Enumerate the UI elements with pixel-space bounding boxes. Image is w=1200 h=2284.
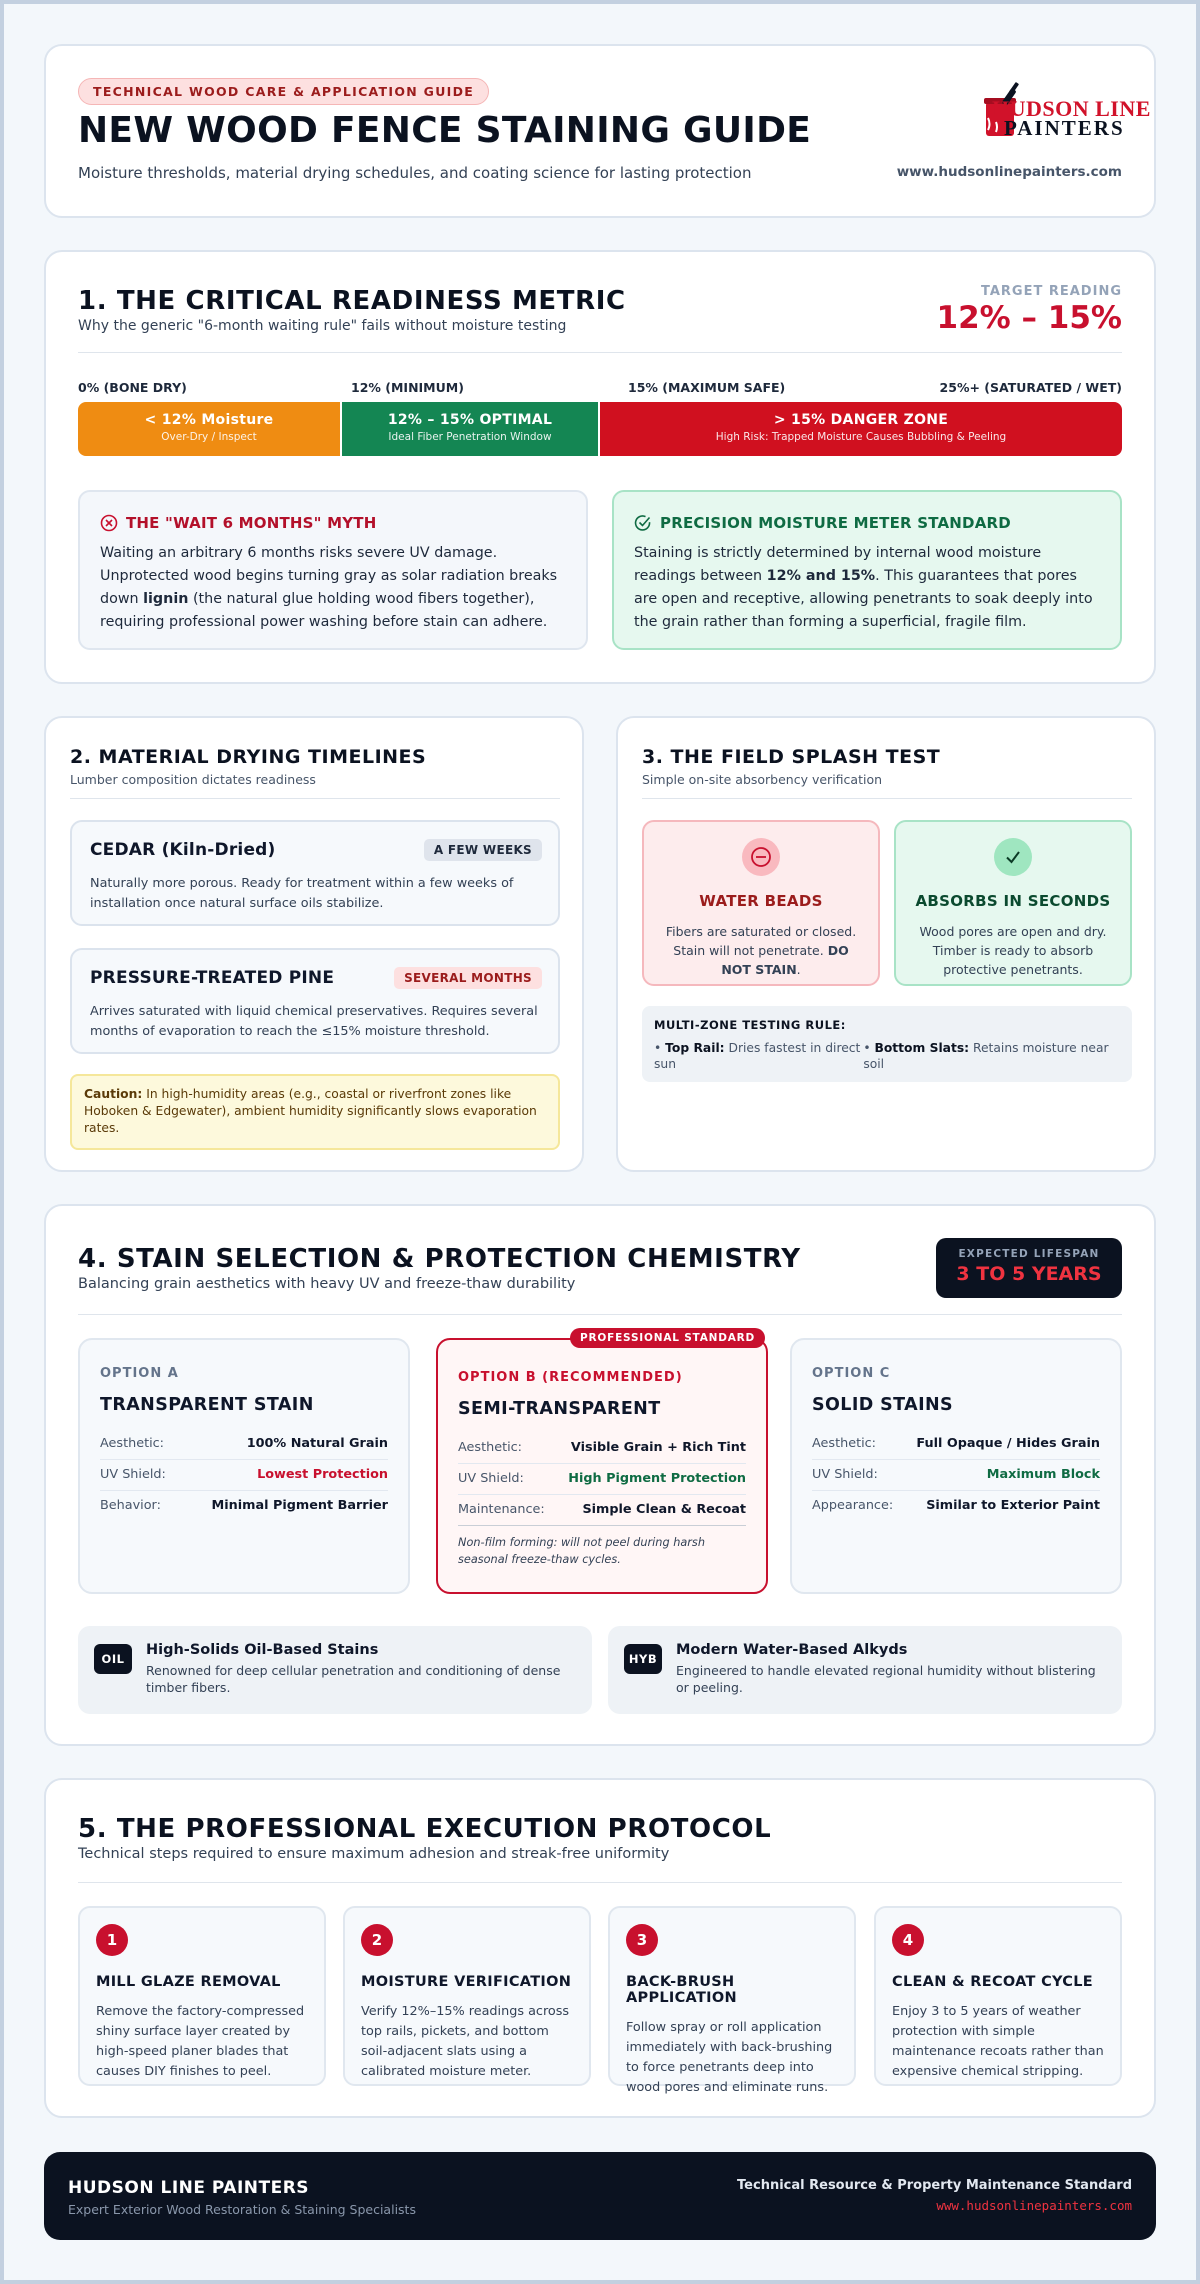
check-icon	[1003, 847, 1023, 867]
section-1-subtitle: Why the generic "6-month waiting rule" fails without moisture testing	[78, 318, 567, 334]
option-a-row: Behavior: Minimal Pigment Barrier	[100, 1498, 388, 1513]
footer-website-link[interactable]: www.hudsonlinepainters.com	[936, 2198, 1132, 2213]
page-subtitle: Moisture thresholds, material drying schedules, and coating science for lasting protection	[78, 164, 752, 182]
company-logo[interactable]	[982, 82, 1151, 142]
step-title: MOISTURE VERIFICATION	[361, 1974, 572, 1990]
option-b-row: UV Shield: High Pigment Protection	[458, 1464, 746, 1495]
footer	[44, 2152, 1156, 2240]
myth-title: THE "WAIT 6 MONTHS" MYTH	[126, 514, 377, 532]
oil-body: Renowned for deep cellular penetration and conditioning of dense timber fibers.	[146, 1663, 561, 1695]
header-card	[44, 44, 1156, 218]
footer-standard: Technical Resource & Property Maintenance Standard	[737, 2178, 1132, 2193]
option-b-note: Non-film forming: will not peel during harsh seasonal freeze-thaw cycles.	[458, 1536, 705, 1566]
step-number: 3	[626, 1924, 658, 1956]
option-b-row: Maintenance: Simple Clean & Recoat	[458, 1495, 746, 1526]
eyebrow-badge: TECHNICAL WOOD CARE & APPLICATION GUIDE	[78, 78, 489, 105]
section-splash-test	[616, 716, 1156, 1172]
pine-card	[70, 948, 560, 1054]
step-number: 1	[96, 1924, 128, 1956]
footer-company: HUDSON LINE PAINTERS	[68, 2178, 310, 2198]
cedar-duration-badge: A FEW WEEKS	[424, 839, 542, 861]
option-b-title: SEMI-TRANSPARENT	[458, 1399, 661, 1419]
myth-box	[78, 490, 588, 650]
step-card	[608, 1906, 856, 2095]
option-a-row: Aesthetic: 100% Natural Grain	[100, 1429, 388, 1460]
option-b-row: Aesthetic: Visible Grain + Rich Tint	[458, 1433, 746, 1464]
standard-body: Staining is strictly determined by internal wood moisture readings between 12% and 15%. This guarantees that pores are open and receptive, allowing penetrants to soak deeply into the grain rather than forming a superficial, fragile film.	[634, 545, 1093, 630]
humidity-caution-box	[70, 1074, 560, 1150]
multi-zone-rule-box	[642, 1006, 1132, 1082]
pine-body: Arrives saturated with liquid chemical preservatives. Requires several months of evaporation to reach the ≤15% moisture threshold.	[90, 1004, 538, 1039]
water-beads-card	[642, 820, 880, 986]
option-a-label: OPTION A	[100, 1366, 179, 1381]
section-2-subtitle: Lumber composition dictates readiness	[70, 772, 316, 787]
target-reading-value: 12% – 15%	[936, 300, 1122, 336]
section-2-title: 2. MATERIAL DRYING TIMELINES	[70, 746, 427, 768]
absorbs-body: Wood pores are open and dry. Timber is ready to absorb protective penetrants.	[919, 924, 1107, 977]
moisture-gauge-bar	[78, 402, 1122, 456]
option-c-title: SOLID STAINS	[812, 1395, 954, 1415]
hyb-badge: HYB	[624, 1644, 662, 1674]
pine-duration-badge: SEVERAL MONTHS	[394, 967, 542, 989]
section-4-subtitle: Balancing grain aesthetics with heavy UV and freeze-thaw durability	[78, 1276, 576, 1292]
step-title: BACK-BRUSH APPLICATION	[626, 1974, 737, 2006]
step-title: CLEAN & RECOAT CYCLE	[892, 1974, 1093, 1990]
caution-body: In high-humidity areas (e.g., coastal or riverfront zones like Hoboken & Edgewater), ambient humidity significantly slows evaporation rates.	[84, 1087, 537, 1135]
option-c-card	[790, 1338, 1122, 1594]
step-card	[78, 1906, 326, 2086]
hyb-body: Engineered to handle elevated regional humidity without blistering or peeling.	[676, 1663, 1096, 1695]
cedar-title: CEDAR (Kiln-Dried)	[90, 840, 276, 860]
pine-title: PRESSURE-TREATED PINE	[90, 968, 335, 988]
step-body: Remove the factory-compressed shiny surface layer created by high-speed planer blades that causes DIY finishes to peel.	[96, 2004, 305, 2079]
oil-based-card	[78, 1626, 592, 1714]
page-title: NEW WOOD FENCE STAINING GUIDE	[78, 110, 812, 151]
step-card	[874, 1906, 1122, 2086]
myth-body: Waiting an arbitrary 6 months risks severe UV damage. Unprotected wood begins turning gray as solar radiation breaks down lignin (the natural glue holding wood fibers together), requiring professional power washing before stain can adhere.	[100, 545, 558, 630]
option-c-label: OPTION C	[812, 1366, 891, 1381]
logo-text-bottom: PAINTERS	[1004, 116, 1125, 140]
section-3-title: 3. THE FIELD SPLASH TEST	[642, 746, 941, 768]
water-beads-title: WATER BEADS	[699, 892, 823, 910]
x-circle-icon	[100, 514, 118, 532]
option-a-title: TRANSPARENT STAIN	[100, 1395, 314, 1415]
cedar-body: Naturally more porous. Ready for treatment within a few weeks of installation once natural surface oils stabilize.	[90, 876, 514, 911]
bottom-slats-rule: • Bottom Slats: Retains moisture near soil	[863, 1041, 1109, 1071]
professional-standard-ribbon: PROFESSIONAL STANDARD	[570, 1328, 765, 1348]
step-title: MILL GLAZE REMOVAL	[96, 1974, 281, 1990]
lifespan-value: 3 TO 5 YEARS	[956, 1263, 1102, 1285]
section-4-title: 4. STAIN SELECTION & PROTECTION CHEMISTRY	[78, 1244, 801, 1274]
scale-label-12: 12% (MINIMUM)	[351, 380, 464, 395]
section-1-title: 1. THE CRITICAL READINESS METRIC	[78, 286, 626, 316]
cedar-card	[70, 820, 560, 926]
option-a-card	[78, 1338, 410, 1594]
gauge-segment-danger: > 15% DANGER ZONE High Risk: Trapped Moisture Causes Bubbling & Peeling	[600, 402, 1122, 456]
check-circle-icon	[634, 514, 652, 532]
water-beads-body: Fibers are saturated or closed. Stain will not penetrate. DO NOT STAIN.	[665, 924, 857, 977]
section-5-title: 5. THE PROFESSIONAL EXECUTION PROTOCOL	[78, 1814, 772, 1844]
moisture-standard-box	[612, 490, 1122, 650]
oil-title: High-Solids Oil-Based Stains	[146, 1642, 379, 1658]
option-c-row: Aesthetic: Full Opaque / Hides Grain	[812, 1429, 1100, 1460]
gauge-segment-dry: < 12% Moisture Over-Dry / Inspect	[78, 402, 340, 456]
header-website-link[interactable]: www.hudsonlinepainters.com	[896, 164, 1122, 180]
top-rail-rule: • Top Rail: Dries fastest in direct sun	[654, 1041, 861, 1071]
oil-badge: OIL	[94, 1644, 132, 1674]
minus-circle-icon	[750, 846, 772, 868]
logo-text-top: HUDSON LINE	[992, 96, 1151, 121]
absorbs-title: ABSORBS IN SECONDS	[915, 892, 1111, 910]
scale-label-0: 0% (BONE DRY)	[78, 380, 187, 395]
hyb-title: Modern Water-Based Alkyds	[676, 1642, 908, 1658]
section-readiness-metric	[44, 250, 1156, 684]
step-number: 4	[892, 1924, 924, 1956]
section-stain-selection	[44, 1204, 1156, 1746]
step-number: 2	[361, 1924, 393, 1956]
step-body: Follow spray or roll application immediately with back-brushing to force penetrants deep into wood pores and eliminate runs.	[626, 2020, 833, 2095]
step-card	[343, 1906, 591, 2086]
footer-tagline: Expert Exterior Wood Restoration & Staining Specialists	[68, 2202, 416, 2217]
scale-label-25: 25%+ (SATURATED / WET)	[939, 380, 1122, 395]
gauge-segment-optimal: 12% – 15% OPTIMAL Ideal Fiber Penetration Window	[342, 402, 598, 456]
option-a-row: UV Shield: Lowest Protection	[100, 1460, 388, 1491]
lifespan-badge	[936, 1238, 1122, 1298]
absorbs-card	[894, 820, 1132, 986]
option-c-row: Appearance: Similar to Exterior Paint	[812, 1498, 1100, 1513]
caution-label: Caution:	[84, 1087, 143, 1101]
section-execution-protocol	[44, 1778, 1156, 2118]
multi-zone-title: MULTI-ZONE TESTING RULE:	[654, 1018, 846, 1032]
standard-title: PRECISION MOISTURE METER STANDARD	[660, 514, 1011, 532]
option-b-card	[436, 1332, 768, 1594]
step-body: Enjoy 3 to 5 years of weather protection with simple maintenance recoats rather than expensive chemical stripping.	[892, 2004, 1104, 2079]
scale-label-15: 15% (MAXIMUM SAFE)	[628, 380, 786, 395]
water-based-card	[608, 1626, 1122, 1714]
option-b-label: OPTION B (RECOMMENDED)	[458, 1370, 683, 1385]
section-drying-timelines	[44, 716, 584, 1172]
lifespan-label: EXPECTED LIFESPAN	[958, 1248, 1100, 1260]
step-body: Verify 12%–15% readings across top rails, pickets, and bottom soil-adjacent slats using a calibrated moisture meter.	[361, 2004, 570, 2079]
section-3-subtitle: Simple on-site absorbency verification	[642, 772, 883, 787]
target-reading-label: TARGET READING	[980, 284, 1122, 299]
option-c-row: UV Shield: Maximum Block	[812, 1460, 1100, 1491]
section-5-subtitle: Technical steps required to ensure maximum adhesion and streak-free uniformity	[78, 1846, 670, 1862]
